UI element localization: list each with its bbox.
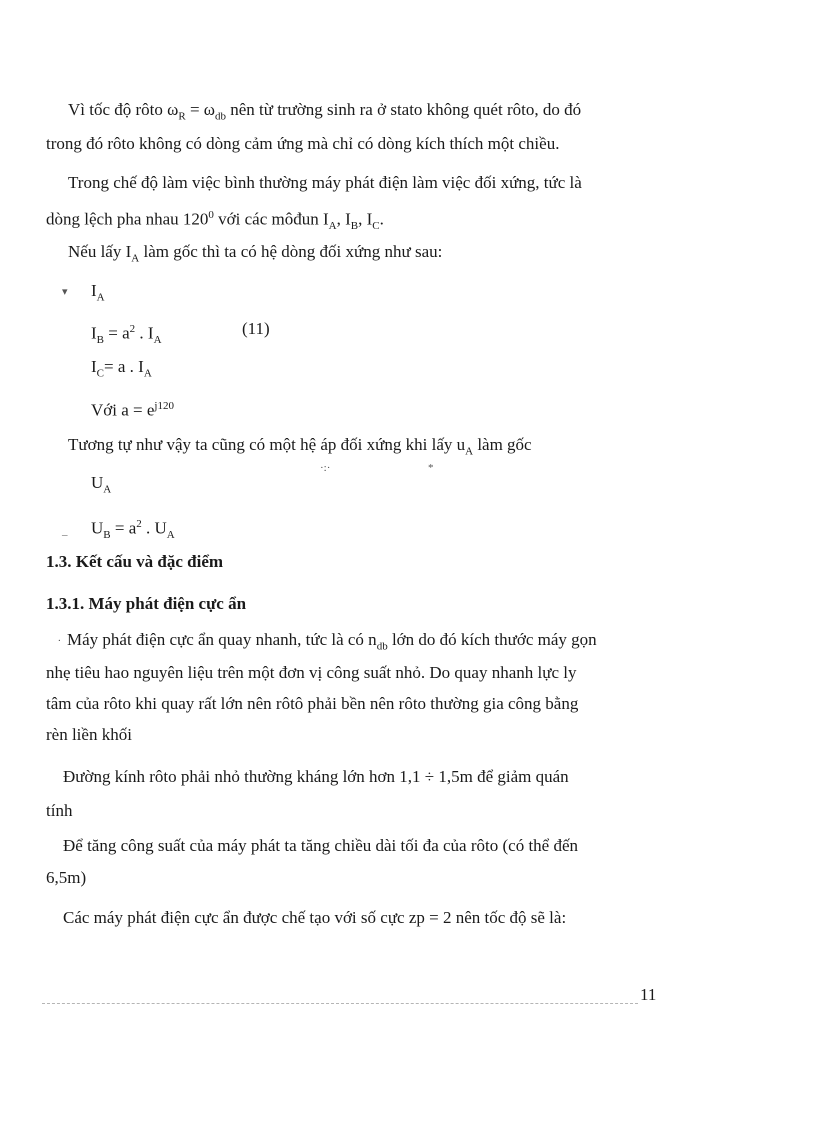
- para5-line3: tâm của rôto khi quay rất lớn nên rôtô phải bền nên rôto thường gia công bằng: [46, 694, 579, 713]
- scan-speck: *: [428, 462, 434, 474]
- para7-line2: 6,5m): [46, 868, 87, 887]
- para4-line: Tương tự như vậy ta cũng có một hệ áp đối xứng khi lấy $u_A$ làm gốc: [68, 435, 532, 458]
- scan-mark: .: [58, 632, 61, 644]
- footer-divider: [42, 1003, 638, 1004]
- para5-line4: rèn liền khối: [46, 725, 132, 744]
- page-number: 11: [640, 985, 657, 1004]
- eq-ib: $I_B = a^2$ . $I_A$: [91, 323, 162, 347]
- eq-ia: $I_A$: [91, 281, 105, 304]
- scan-mark: _: [62, 525, 68, 537]
- eq-a-definition: Với $a = e^{j120}$: [91, 400, 174, 420]
- para3-line: Nếu lấy $I_A$ làm gốc thì ta có hệ dòng đối xứng như sau:: [68, 242, 443, 265]
- para5-line2: nhẹ tiêu hao nguyên liệu trên một đơn vị công suất nhỏ. Do quay nhanh lực ly: [46, 663, 577, 682]
- para2-line2: dòng lệch pha nhau $120^0$ với các môđun $I_A$, $I_B$, $I_C$.: [46, 209, 384, 233]
- para1-line2: trong đó rôto không có dòng cảm ứng mà chỉ có dòng kích thích một chiều.: [46, 134, 560, 153]
- para6-line2: tính: [46, 801, 73, 820]
- eq-ub: $U_B = a^2$ . $U_A$: [91, 518, 175, 542]
- para6-line1: Đường kính rôto phải nhỏ thường kháng lớn hơn 1,1 ÷ 1,5m để giảm quán: [63, 767, 569, 786]
- scan-speck: ·:·: [320, 462, 331, 474]
- section-heading-1-3: 1.3. Kết cấu và đặc điểm: [46, 552, 224, 571]
- para1-line1: Vì tốc độ rôto $\omega_R = \omega_{db}$ nên từ trường sinh ra ở stato không quét rôto, do đó: [68, 100, 582, 123]
- equation-number: (11): [242, 319, 270, 338]
- para8-line: Các máy phát điện cực ẩn được chế tạo với số cực zp = 2 nên tốc độ sẽ là:: [63, 908, 567, 927]
- scan-mark: ▾: [62, 286, 68, 298]
- para5-line1: Máy phát điện cực ẩn quay nhanh, tức là có $n_{db}$ lớn do đó kích thước máy gọn: [67, 630, 597, 653]
- eq-ic: $I_C= a$ . $I_A$: [91, 357, 152, 380]
- section-heading-1-3-1: 1.3.1. Máy phát điện cực ẩn: [46, 594, 247, 613]
- para2-line1: Trong chế độ làm việc bình thường máy phát điện làm việc đối xứng, tức là: [68, 173, 582, 192]
- para7-line1: Để tăng công suất của máy phát ta tăng chiều dài tối đa của rôto (có thể đến: [63, 836, 579, 855]
- eq-ua: $U_A$: [91, 473, 112, 496]
